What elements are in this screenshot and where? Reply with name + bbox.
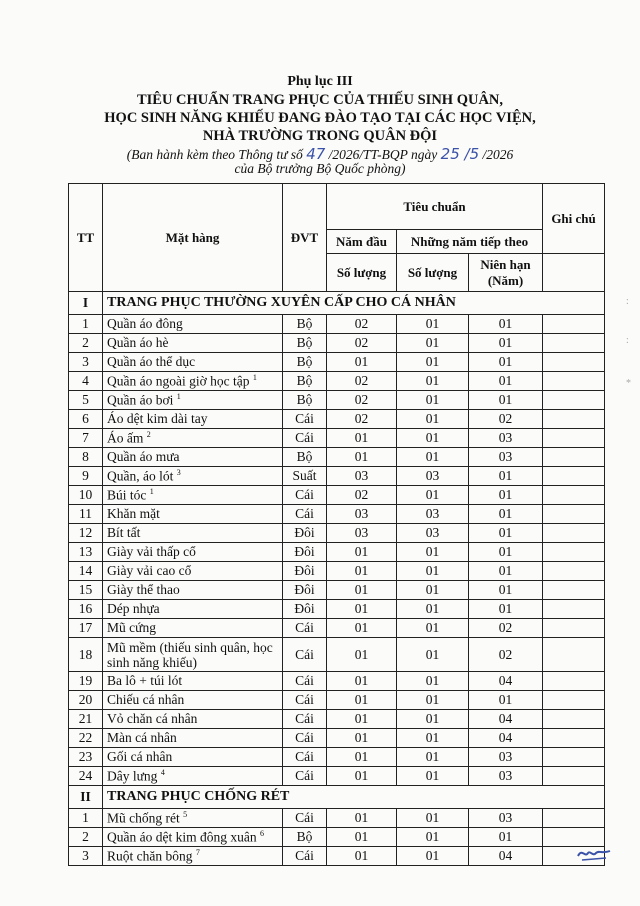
item-label: Bít tất [107,525,141,540]
term-years: 03 [469,429,543,448]
term-years: 01 [469,467,543,486]
header-note: Ghi chú [543,184,605,254]
term-years: 01 [469,562,543,581]
qty-next-years: 01 [397,562,469,581]
item-name [103,562,283,581]
unit: Đôi [283,543,327,562]
table-row [69,729,605,748]
qty-first-year: 01 [327,562,397,581]
term-years: 01 [469,486,543,505]
unit: Đôi [283,562,327,581]
qty-first-year: 02 [327,372,397,391]
table-row [69,710,605,729]
table-row [69,429,605,448]
section-title: TRANG PHỤC THƯỜNG XUYÊN CẤP CHO CÁ NHÂN [103,292,605,315]
item-label: Gối cá nhân [107,749,173,764]
row-number: 15 [69,581,103,600]
qty-first-year: 01 [327,429,397,448]
qty-first-year: 01 [327,543,397,562]
footnote-mark: 7 [195,847,200,857]
qty-next-years: 01 [397,619,469,638]
qty-next-years: 01 [397,372,469,391]
handwritten-number: 47 [306,145,326,163]
signature-initials-icon [576,842,612,862]
term-years: 01 [469,581,543,600]
item-name [103,505,283,524]
row-number: 23 [69,748,103,767]
unit: Cái [283,847,327,866]
item-label: Quần áo thể dục [107,354,196,369]
note [543,748,605,767]
item-label: Chiếu cá nhân [107,692,185,707]
section-number: II [69,786,103,809]
qty-first-year: 01 [327,691,397,710]
item-label: Khăn mặt [107,506,160,521]
note [543,372,605,391]
unit: Bộ [283,315,327,334]
row-number: 7 [69,429,103,448]
item-label: Vỏ chăn cá nhân [107,711,198,726]
item-name [103,448,283,467]
header-qty-next: Số lượng [397,254,469,292]
note [543,543,605,562]
item-name [103,672,283,691]
table-row [69,562,605,581]
qty-first-year: 01 [327,809,397,828]
unit: Cái [283,486,327,505]
term-years: 04 [469,672,543,691]
header-tt: TT [69,184,103,292]
item-name [103,748,283,767]
qty-next-years: 01 [397,410,469,429]
qty-next-years: 01 [397,748,469,767]
row-number: 3 [69,847,103,866]
qty-next-years: 01 [397,847,469,866]
item-name [103,315,283,334]
table-row [69,467,605,486]
note [543,448,605,467]
unit: Bộ [283,334,327,353]
item-label: Áo ấm [107,430,144,446]
item-name [103,391,283,410]
note [543,429,605,448]
term-years: 02 [469,410,543,429]
table-row [69,486,605,505]
item-label: Quần, áo lót [107,468,174,484]
item-label: Dây lưng [107,768,158,784]
table-row [69,505,605,524]
term-years: 03 [469,767,543,786]
qty-first-year: 01 [327,847,397,866]
item-name [103,372,283,391]
qty-first-year: 02 [327,391,397,410]
row-number: 20 [69,691,103,710]
row-number: 2 [69,334,103,353]
qty-next-years: 01 [397,315,469,334]
footnote-mark: 2 [146,429,151,439]
term-years: 02 [469,638,543,672]
unit: Bộ [283,372,327,391]
table-row [69,767,605,786]
qty-first-year: 01 [327,672,397,691]
unit: Cái [283,638,327,672]
title-line-1: TIÊU CHUẨN TRANG PHỤC CỦA THIẾU SINH QUÂN, [136,92,504,108]
item-name [103,600,283,619]
row-number: 22 [69,729,103,748]
row-number: 4 [69,372,103,391]
item-name [103,581,283,600]
unit: Bộ [283,828,327,847]
issuer-line: của Bộ trưởng Bộ Quốc phòng) [234,161,406,176]
table-row [69,691,605,710]
qty-next-years: 01 [397,391,469,410]
unit: Cái [283,809,327,828]
table-row [69,672,605,691]
qty-next-years: 01 [397,638,469,672]
handwritten-day: 25 [440,145,460,163]
qty-next-years: 01 [397,600,469,619]
unit: Suất [283,467,327,486]
header-note-blank [543,254,605,292]
term-years: 03 [469,748,543,767]
section-title: TRANG PHỤC CHỐNG RÉT [103,786,605,809]
qty-first-year: 03 [327,505,397,524]
qty-next-years: 01 [397,691,469,710]
item-name [103,729,283,748]
qty-first-year: 01 [327,767,397,786]
footnote-mark: 1 [176,391,181,401]
item-label: Quần áo hè [107,335,169,350]
row-number: 6 [69,410,103,429]
note [543,729,605,748]
item-label: Quần áo đông [107,316,183,331]
qty-first-year: 01 [327,581,397,600]
row-number: 14 [69,562,103,581]
table-row [69,619,605,638]
qty-first-year: 01 [327,748,397,767]
row-number: 11 [69,505,103,524]
term-years: 01 [469,691,543,710]
unit: Bộ [283,448,327,467]
term-years: 02 [469,619,543,638]
table-row [69,600,605,619]
row-number: 10 [69,486,103,505]
footnote-mark: 1 [149,486,154,496]
unit: Cái [283,672,327,691]
note [543,619,605,638]
issuance-suffix: /2026 [479,147,514,162]
term-years: 03 [469,809,543,828]
term-years: 01 [469,372,543,391]
header-item: Mặt hàng [103,184,283,292]
header-unit: ĐVT [283,184,327,292]
note [543,638,605,672]
term-years: 01 [469,353,543,372]
item-name [103,710,283,729]
term-years: 03 [469,448,543,467]
footnote-mark: 5 [183,809,188,819]
term-years: 04 [469,710,543,729]
qty-next-years: 01 [397,809,469,828]
header-qty-first: Số lượng [327,254,397,292]
item-name [103,334,283,353]
unit: Cái [283,429,327,448]
item-name [103,638,283,672]
item-label: Giày thể thao [107,582,180,597]
term-years: 04 [469,847,543,866]
note [543,391,605,410]
item-label: Mũ cứng [107,620,156,635]
unit: Cái [283,767,327,786]
table-row [69,828,605,847]
row-number: 3 [69,353,103,372]
term-years: 01 [469,505,543,524]
standards-table [68,183,605,866]
row-number: 1 [69,315,103,334]
qty-next-years: 01 [397,353,469,372]
item-label: Quần áo ngoài giờ học tập [107,373,250,389]
table-row [69,334,605,353]
handwritten-month: 5 [469,145,480,163]
qty-next-years: 01 [397,710,469,729]
note [543,581,605,600]
table-row [69,847,605,866]
item-label: Áo dệt kim dài tay [107,411,208,426]
note [543,467,605,486]
term-years: 04 [469,729,543,748]
item-name [103,524,283,543]
issuance-prefix: (Ban hành kèm theo Thông tư số [126,147,307,162]
qty-next-years: 01 [397,581,469,600]
qty-first-year: 01 [327,828,397,847]
item-name [103,429,283,448]
qty-next-years: 01 [397,828,469,847]
item-label: Giày vải cao cổ [107,563,192,578]
section-number: I [69,292,103,315]
note [543,809,605,828]
qty-next-years: 01 [397,729,469,748]
header-standard: Tiêu chuẩn [327,184,543,230]
item-name [103,486,283,505]
unit: Cái [283,619,327,638]
row-number: 9 [69,467,103,486]
note [543,315,605,334]
note [543,710,605,729]
item-label: Giày vải thấp cổ [107,544,196,559]
row-number: 5 [69,391,103,410]
table-row [69,410,605,429]
note [543,672,605,691]
qty-first-year: 01 [327,619,397,638]
note [543,524,605,543]
qty-first-year: 03 [327,524,397,543]
table-row [69,748,605,767]
item-name [103,767,283,786]
appendix-label: Phụ lục III [287,74,353,89]
table-row [69,543,605,562]
qty-first-year: 01 [327,448,397,467]
table-row [69,809,605,828]
table-row [69,581,605,600]
qty-next-years: 01 [397,767,469,786]
note [543,410,605,429]
row-number: 17 [69,619,103,638]
table-row [69,391,605,410]
item-name [103,353,283,372]
qty-first-year: 01 [327,638,397,672]
unit: Đôi [283,524,327,543]
term-years: 01 [469,828,543,847]
item-label: Mũ chống rét [107,810,180,826]
qty-next-years: 01 [397,543,469,562]
item-name [103,809,283,828]
qty-first-year: 01 [327,600,397,619]
table-row [69,353,605,372]
unit: Bộ [283,391,327,410]
title-line-3: NHÀ TRƯỜNG TRONG QUÂN ĐỘI [202,128,438,144]
item-label: Quần áo mưa [107,449,180,464]
qty-next-years: 01 [397,672,469,691]
footnote-mark: 3 [176,467,181,477]
section-row [69,786,605,809]
term-years: 01 [469,524,543,543]
table-row [69,448,605,467]
qty-next-years: 01 [397,486,469,505]
item-label: Ba lô + túi lót [107,673,183,688]
row-number: 24 [69,767,103,786]
qty-next-years: 03 [397,524,469,543]
note [543,486,605,505]
term-years: 01 [469,315,543,334]
row-number: 21 [69,710,103,729]
row-number: 18 [69,638,103,672]
item-label: Búi tóc [107,487,147,503]
unit: Đôi [283,581,327,600]
issuance-mid: /2026/TT-BQP ngày [325,147,441,162]
row-number: 16 [69,600,103,619]
row-number: 8 [69,448,103,467]
item-label: Quần áo bơi [107,392,174,408]
qty-first-year: 02 [327,315,397,334]
unit: Bộ [283,353,327,372]
header-term: Niên hạn (Năm) [469,254,543,292]
note [543,562,605,581]
unit: Cái [283,691,327,710]
issuance-line: (Ban hành kèm theo Thông tư số 47 /2026/TT-BQP ngày 25 /5 /2026 [126,145,514,163]
note [543,600,605,619]
qty-first-year: 03 [327,467,397,486]
header-next-years: Những năm tiếp theo [397,230,543,254]
term-years: 01 [469,334,543,353]
row-number: 12 [69,524,103,543]
unit: Cái [283,505,327,524]
item-label: Ruột chăn bông [107,848,193,864]
footnote-mark: 1 [252,372,257,382]
item-name [103,691,283,710]
qty-first-year: 02 [327,486,397,505]
note [543,767,605,786]
qty-next-years: 03 [397,505,469,524]
row-number: 2 [69,828,103,847]
note [543,334,605,353]
note [543,691,605,710]
qty-first-year: 02 [327,334,397,353]
unit: Cái [283,748,327,767]
unit: Cái [283,710,327,729]
term-years: 01 [469,600,543,619]
unit: Cái [283,410,327,429]
term-years: 01 [469,391,543,410]
row-number: 1 [69,809,103,828]
qty-next-years: 01 [397,448,469,467]
qty-first-year: 01 [327,729,397,748]
footnote-mark: 4 [160,767,165,777]
title-line-2: HỌC SINH NĂNG KHIẾU ĐANG ĐÀO TẠO TẠI CÁC HỌC VIỆN, [104,110,536,126]
qty-first-year: 01 [327,710,397,729]
footnote-mark: 6 [259,828,264,838]
qty-next-years: 03 [397,467,469,486]
header-first-year: Năm đầu [327,230,397,254]
item-name [103,410,283,429]
unit: Cái [283,729,327,748]
term-years: 01 [469,543,543,562]
row-number: 19 [69,672,103,691]
item-label: Mũ mềm (thiếu sinh quân, học sinh năng khiếu) [107,639,273,670]
item-label: Dép nhựa [107,601,160,616]
note [543,505,605,524]
section-row [69,292,605,315]
qty-first-year: 01 [327,353,397,372]
item-name [103,847,283,866]
item-label: Quần áo dệt kim đông xuân [107,829,257,845]
item-name [103,467,283,486]
qty-next-years: 01 [397,334,469,353]
table-row [69,638,605,672]
qty-first-year: 02 [327,410,397,429]
item-name [103,543,283,562]
table-row [69,524,605,543]
item-label: Màn cá nhân [107,730,177,745]
unit: Đôi [283,600,327,619]
item-name [103,828,283,847]
row-number: 13 [69,543,103,562]
qty-next-years: 01 [397,429,469,448]
table-row [69,315,605,334]
table-row [69,372,605,391]
note [543,353,605,372]
item-name [103,619,283,638]
